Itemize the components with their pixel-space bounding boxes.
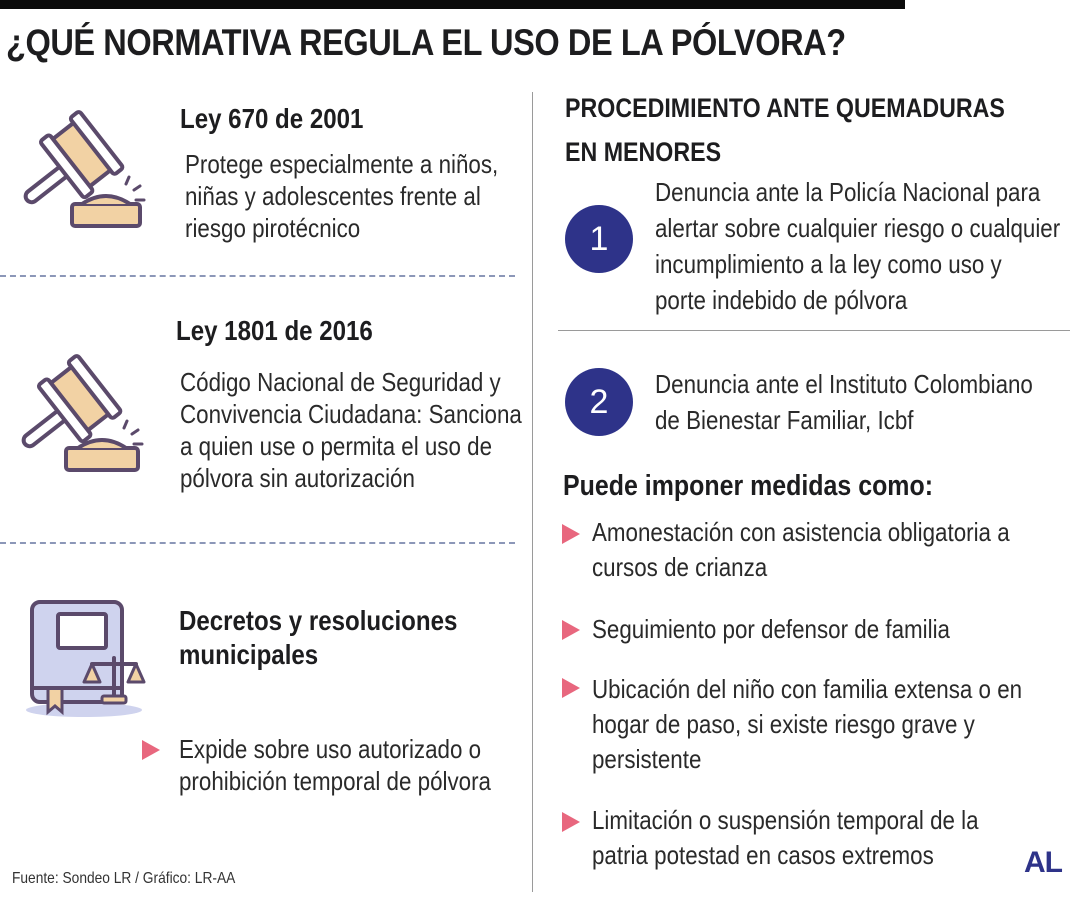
law-title: Decretos y resoluciones municipales: [179, 605, 458, 670]
step-number-badge: 1: [565, 205, 633, 273]
law-title: Ley 1801 de 2016: [176, 315, 373, 346]
gavel-icon: [8, 108, 148, 233]
step-divider: [558, 330, 1070, 331]
bullet-arrow-icon: [562, 620, 580, 640]
top-bar: [0, 0, 905, 9]
procedure-title: PROCEDIMIENTO ANTE QUEMADURAS EN MENORES: [565, 93, 1005, 167]
measure-item: Ubicación del niño con familia extensa o en hogar de paso, si existe riesgo grave y persistente: [592, 674, 1023, 774]
law-description: Protege especialmente a niños, niñas y adolescentes frente al riesgo pirotécnico: [185, 149, 499, 243]
measures-title: Puede imponer medidas como:: [563, 470, 934, 502]
law-title: Ley 670 de 2001: [180, 103, 364, 134]
law-description: Expide sobre uso autorizado o prohibición temporal de pólvora: [179, 734, 491, 796]
step-number-badge: 2: [565, 368, 633, 436]
source-note: Fuente: Sondeo LR / Gráfico: LR-AA: [12, 870, 236, 887]
publisher-logo: AL: [1024, 846, 1062, 879]
column-divider: [532, 92, 533, 892]
step-description: Denuncia ante la Policía Nacional para alertar sobre cualquier riesgo o cualquier incumplimiento a la ley como uso y porte indebido de pólvora: [655, 177, 1061, 315]
step-description: Denuncia ante el Instituto Colombiano de Bienestar Familiar, Icbf: [655, 369, 1033, 435]
section-divider: [0, 542, 515, 544]
measure-item: Limitación o suspensión temporal de la patria potestad en casos extremos: [592, 805, 979, 870]
bullet-arrow-icon: [142, 740, 160, 760]
law-description: Código Nacional de Seguridad y Convivencia Ciudadana: Sanciona a quien use o permita el uso de pólvora sin autorización: [180, 367, 522, 493]
measure-item: Amonestación con asistencia obligatoria a cursos de crianza: [592, 517, 1010, 582]
section-divider: [0, 275, 515, 277]
bullet-arrow-icon: [562, 678, 580, 698]
bullet-arrow-icon: [562, 524, 580, 544]
gavel-icon: [6, 352, 146, 477]
bullet-arrow-icon: [562, 812, 580, 832]
measure-item: Seguimiento por defensor de familia: [592, 614, 950, 644]
law-book-scale-icon: [22, 598, 147, 723]
page-title: ¿QUÉ NORMATIVA REGULA EL USO DE LA PÓLVORA?: [6, 22, 846, 63]
